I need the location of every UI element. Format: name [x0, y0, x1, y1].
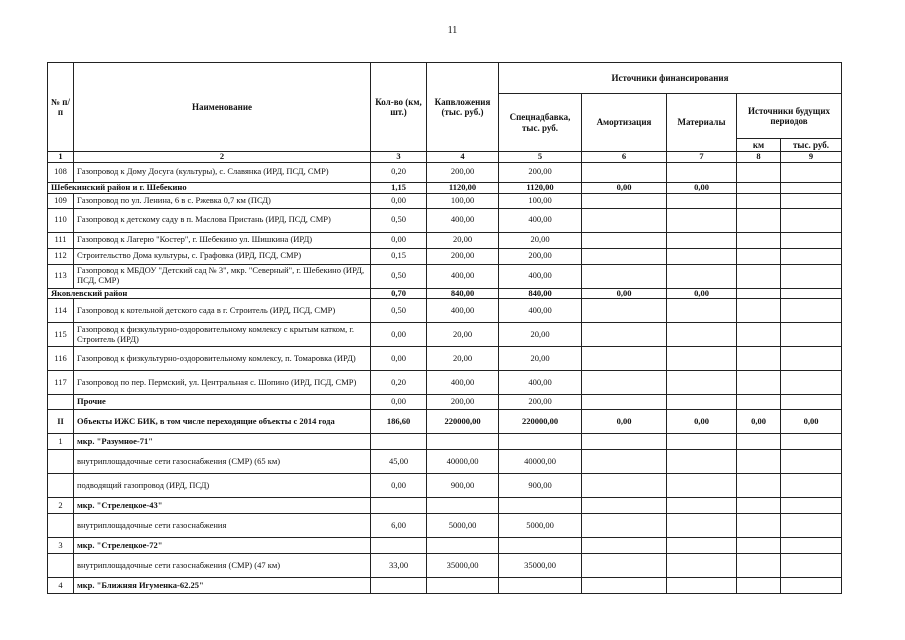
- row-name: Газопровод по пер. Пермский, ул. Центральная с. Шопино (ИРД, ПСД, СМР): [74, 371, 371, 395]
- column-index: 9: [781, 152, 842, 163]
- cell-qty: 0,00: [371, 395, 427, 410]
- cell-qty: 186,60: [371, 410, 427, 434]
- row-number: 109: [48, 193, 74, 208]
- cell-trub: [781, 538, 842, 554]
- cell-capex: [427, 498, 499, 514]
- table-row: [48, 264, 842, 288]
- cell-qty: 0,00: [371, 347, 427, 371]
- table-row: [48, 232, 842, 248]
- cell-trub: [781, 162, 842, 182]
- cell-amort: [582, 264, 667, 288]
- row-name: внутриплощадочные сети газоснабжения: [74, 514, 371, 538]
- column-index: 2: [74, 152, 371, 163]
- row-number: [48, 450, 74, 474]
- cell-qty: [371, 434, 427, 450]
- cell-trub: [781, 248, 842, 264]
- cell-capex: 400,00: [427, 371, 499, 395]
- cell-materials: [667, 514, 737, 538]
- cell-amort: 0,00: [582, 410, 667, 434]
- cell-capex: 400,00: [427, 264, 499, 288]
- cell-materials: [667, 474, 737, 498]
- cell-special: 200,00: [499, 162, 582, 182]
- cell-amort: [582, 232, 667, 248]
- cell-capex: 20,00: [427, 232, 499, 248]
- header-capex: Капвложения (тыс. руб.): [427, 63, 499, 152]
- cell-special: 400,00: [499, 371, 582, 395]
- cell-qty: 6,00: [371, 514, 427, 538]
- cell-amort: [582, 578, 667, 594]
- cell-km: [737, 434, 781, 450]
- row-name: мкр. "Разумное-71": [74, 434, 371, 450]
- cell-special: 400,00: [499, 264, 582, 288]
- cell-materials: [667, 299, 737, 323]
- cell-materials: 0,00: [667, 288, 737, 299]
- row-number: 2: [48, 498, 74, 514]
- row-name: Газопровод к Дому Досуга (культуры), с. Славянка (ИРД, ПСД, СМР): [74, 162, 371, 182]
- table-row: [48, 323, 842, 347]
- cell-materials: [667, 162, 737, 182]
- row-number: 1: [48, 434, 74, 450]
- cell-amort: [582, 474, 667, 498]
- cell-trub: [781, 323, 842, 347]
- cell-km: [737, 162, 781, 182]
- cell-materials: [667, 578, 737, 594]
- cell-amort: [582, 323, 667, 347]
- table-row: [48, 514, 842, 538]
- section-row: [48, 288, 842, 299]
- cell-qty: [371, 578, 427, 594]
- column-index: 4: [427, 152, 499, 163]
- cell-trub: [781, 347, 842, 371]
- cell-trub: [781, 371, 842, 395]
- cell-trub: [781, 395, 842, 410]
- row-name: Газопровод к МБДОУ "Детский сад № 3", мкр. "Северный", г. Шебекино (ИРД, ПСД, СМР): [74, 264, 371, 288]
- cell-amort: [582, 554, 667, 578]
- cell-capex: 900,00: [427, 474, 499, 498]
- row-name: Строительство Дома культуры, с. Графовка (ИРД, ПСД, СМР): [74, 248, 371, 264]
- row-number: 4: [48, 578, 74, 594]
- row-number: 112: [48, 248, 74, 264]
- cell-materials: 0,00: [667, 182, 737, 193]
- cell-amort: [582, 193, 667, 208]
- cell-km: [737, 264, 781, 288]
- cell-qty: 0,00: [371, 323, 427, 347]
- table-row: [48, 578, 842, 594]
- cell-km: [737, 182, 781, 193]
- cell-trub: [781, 299, 842, 323]
- table-row: [48, 371, 842, 395]
- row-name: Газопровод к физкультурно-оздоровительному комлексу с крытым катком, г. Строитель (ИРД): [74, 323, 371, 347]
- cell-km: [737, 347, 781, 371]
- row-number: 117: [48, 371, 74, 395]
- cell-qty: 0,50: [371, 264, 427, 288]
- section-name: Яковлевский район: [48, 288, 371, 299]
- cell-trub: [781, 474, 842, 498]
- cell-amort: [582, 514, 667, 538]
- cell-amort: [582, 299, 667, 323]
- table-row: [48, 347, 842, 371]
- cell-amort: [582, 371, 667, 395]
- cell-materials: [667, 450, 737, 474]
- row-name: Газопровод к Лагерю "Костер", г. Шебекино ул. Шишкина (ИРД): [74, 232, 371, 248]
- table-row: [48, 208, 842, 232]
- row-name: Газопровод к детскому саду в п. Маслова Пристань (ИРД, ПСД, СМР): [74, 208, 371, 232]
- table-row: [48, 474, 842, 498]
- cell-trub: [781, 434, 842, 450]
- cell-qty: 0,00: [371, 193, 427, 208]
- cell-km: [737, 538, 781, 554]
- row-number: 114: [48, 299, 74, 323]
- table-row: [48, 538, 842, 554]
- cell-materials: [667, 434, 737, 450]
- column-index: 8: [737, 152, 781, 163]
- cell-trub: [781, 193, 842, 208]
- row-number: 111: [48, 232, 74, 248]
- cell-materials: [667, 264, 737, 288]
- cell-km: [737, 248, 781, 264]
- column-index: 7: [667, 152, 737, 163]
- cell-km: [737, 208, 781, 232]
- cell-amort: 0,00: [582, 288, 667, 299]
- table-body: [48, 162, 842, 594]
- column-index: 5: [499, 152, 582, 163]
- cell-qty: 33,00: [371, 554, 427, 578]
- cell-capex: [427, 434, 499, 450]
- cell-km: [737, 288, 781, 299]
- cell-km: [737, 554, 781, 578]
- cell-km: [737, 193, 781, 208]
- cell-materials: [667, 395, 737, 410]
- cell-materials: [667, 538, 737, 554]
- cell-materials: [667, 248, 737, 264]
- cell-capex: 40000,00: [427, 450, 499, 474]
- header-thousand-rub: тыс. руб.: [781, 139, 842, 152]
- column-index: 6: [582, 152, 667, 163]
- table-row: [48, 162, 842, 182]
- row-name: Газопровод к физкультурно-оздоровительному комлексу, п. Томаровка (ИРД): [74, 347, 371, 371]
- cell-km: [737, 323, 781, 347]
- cell-special: 20,00: [499, 347, 582, 371]
- cell-capex: 20,00: [427, 323, 499, 347]
- cell-km: [737, 474, 781, 498]
- cell-special: [499, 538, 582, 554]
- cell-special: 20,00: [499, 232, 582, 248]
- cell-special: [499, 434, 582, 450]
- cell-materials: [667, 371, 737, 395]
- row-name: мкр. "Стрелецкое-72": [74, 538, 371, 554]
- header-km: км: [737, 139, 781, 152]
- cell-qty: 0,70: [371, 288, 427, 299]
- cell-capex: [427, 538, 499, 554]
- table-row: [48, 554, 842, 578]
- cell-km: [737, 514, 781, 538]
- row-number: 110: [48, 208, 74, 232]
- row-name: Прочие: [74, 395, 371, 410]
- cell-special: 100,00: [499, 193, 582, 208]
- cell-km: 0,00: [737, 410, 781, 434]
- cell-special: 840,00: [499, 288, 582, 299]
- cell-amort: [582, 162, 667, 182]
- header-materials: Материалы: [667, 94, 737, 152]
- cell-materials: [667, 554, 737, 578]
- cell-capex: 220000,00: [427, 410, 499, 434]
- cell-capex: 400,00: [427, 208, 499, 232]
- cell-special: 400,00: [499, 299, 582, 323]
- cell-materials: [667, 347, 737, 371]
- cell-km: [737, 578, 781, 594]
- cell-materials: [667, 323, 737, 347]
- cell-materials: 0,00: [667, 410, 737, 434]
- header-amortization: Амортизация: [582, 94, 667, 152]
- row-number: 3: [48, 538, 74, 554]
- cell-amort: [582, 498, 667, 514]
- cell-materials: [667, 498, 737, 514]
- cell-trub: [781, 232, 842, 248]
- cell-km: [737, 450, 781, 474]
- table-row: [48, 193, 842, 208]
- section-row: [48, 182, 842, 193]
- cell-special: [499, 578, 582, 594]
- cell-special: 200,00: [499, 248, 582, 264]
- page-number: 11: [447, 25, 458, 36]
- cell-qty: 0,50: [371, 299, 427, 323]
- cell-special: 200,00: [499, 395, 582, 410]
- cell-special: 1120,00: [499, 182, 582, 193]
- cell-special: [499, 498, 582, 514]
- cell-capex: 200,00: [427, 248, 499, 264]
- cell-km: [737, 498, 781, 514]
- cell-amort: [582, 347, 667, 371]
- row-number: 115: [48, 323, 74, 347]
- cell-km: [737, 232, 781, 248]
- row-number: [48, 554, 74, 578]
- cell-materials: [667, 208, 737, 232]
- cell-qty: 0,20: [371, 371, 427, 395]
- cell-km: [737, 299, 781, 323]
- row-name: мкр. "Стрелецкое-43": [74, 498, 371, 514]
- cell-capex: 200,00: [427, 395, 499, 410]
- table-row: [48, 410, 842, 434]
- row-name: подводящий газопровод (ИРД, ПСД): [74, 474, 371, 498]
- table-row: [48, 299, 842, 323]
- cell-amort: [582, 538, 667, 554]
- column-index: 1: [48, 152, 74, 163]
- cell-qty: 0,00: [371, 474, 427, 498]
- cell-amort: [582, 450, 667, 474]
- cell-trub: 0,00: [781, 410, 842, 434]
- row-number: [48, 474, 74, 498]
- header-name: Наименование: [74, 63, 371, 152]
- financing-table: [47, 62, 842, 594]
- cell-capex: 400,00: [427, 299, 499, 323]
- cell-trub: [781, 450, 842, 474]
- cell-qty: [371, 538, 427, 554]
- cell-special: 35000,00: [499, 554, 582, 578]
- cell-capex: 100,00: [427, 193, 499, 208]
- row-number: 113: [48, 264, 74, 288]
- table-row: [48, 450, 842, 474]
- cell-materials: [667, 232, 737, 248]
- table-row: [48, 248, 842, 264]
- cell-trub: [781, 288, 842, 299]
- cell-qty: 0,20: [371, 162, 427, 182]
- row-number: 108: [48, 162, 74, 182]
- cell-capex: 1120,00: [427, 182, 499, 193]
- header-financing-sources: Источники финансирования: [499, 63, 842, 94]
- section-name: Шебекинский район и г. Шебекино: [48, 182, 371, 193]
- header-special: Спецнадбавка, тыс. руб.: [499, 94, 582, 152]
- row-number: 116: [48, 347, 74, 371]
- cell-trub: [781, 208, 842, 232]
- header-num: № п/п: [48, 63, 74, 152]
- table-row: [48, 395, 842, 410]
- cell-trub: [781, 264, 842, 288]
- cell-qty: 0,50: [371, 208, 427, 232]
- row-name: Объекты ИЖС БИК, в том числе переходящие объекты с 2014 года: [74, 410, 371, 434]
- cell-trub: [781, 514, 842, 538]
- cell-trub: [781, 182, 842, 193]
- cell-amort: [582, 248, 667, 264]
- table-row: [48, 434, 842, 450]
- cell-capex: 200,00: [427, 162, 499, 182]
- cell-amort: [582, 395, 667, 410]
- column-index-row: [48, 152, 842, 163]
- cell-amort: [582, 434, 667, 450]
- cell-special: 5000,00: [499, 514, 582, 538]
- cell-materials: [667, 193, 737, 208]
- header-future-periods: Источники будущих периодов: [737, 94, 842, 139]
- row-number: II: [48, 410, 74, 434]
- cell-amort: 0,00: [582, 182, 667, 193]
- table-row: [48, 498, 842, 514]
- row-name: Газопровод по ул. Ленина, 6 в с. Ржевка 0,7 км (ПСД): [74, 193, 371, 208]
- cell-capex: 840,00: [427, 288, 499, 299]
- cell-qty: 0,15: [371, 248, 427, 264]
- row-name: Газопровод к котельной детского сада в г. Строитель (ИРД, ПСД, СМР): [74, 299, 371, 323]
- cell-capex: 5000,00: [427, 514, 499, 538]
- header-qty: Кол-во (км, шт.): [371, 63, 427, 152]
- cell-km: [737, 395, 781, 410]
- cell-trub: [781, 554, 842, 578]
- cell-trub: [781, 578, 842, 594]
- cell-special: 20,00: [499, 323, 582, 347]
- cell-km: [737, 371, 781, 395]
- cell-amort: [582, 208, 667, 232]
- cell-special: 400,00: [499, 208, 582, 232]
- cell-capex: 20,00: [427, 347, 499, 371]
- row-name: внутриплощадочные сети газоснабжения (СМР) (65 км): [74, 450, 371, 474]
- cell-trub: [781, 498, 842, 514]
- column-index: 3: [371, 152, 427, 163]
- row-number: [48, 395, 74, 410]
- cell-capex: 35000,00: [427, 554, 499, 578]
- cell-qty: 1,15: [371, 182, 427, 193]
- cell-special: 40000,00: [499, 450, 582, 474]
- cell-qty: 45,00: [371, 450, 427, 474]
- row-name: мкр. "Ближняя Игуменка-62.25": [74, 578, 371, 594]
- cell-special: 900,00: [499, 474, 582, 498]
- cell-special: 220000,00: [499, 410, 582, 434]
- cell-qty: 0,00: [371, 232, 427, 248]
- row-name: внутриплощадочные сети газоснабжения (СМР) (47 км): [74, 554, 371, 578]
- row-number: [48, 514, 74, 538]
- cell-qty: [371, 498, 427, 514]
- cell-capex: [427, 578, 499, 594]
